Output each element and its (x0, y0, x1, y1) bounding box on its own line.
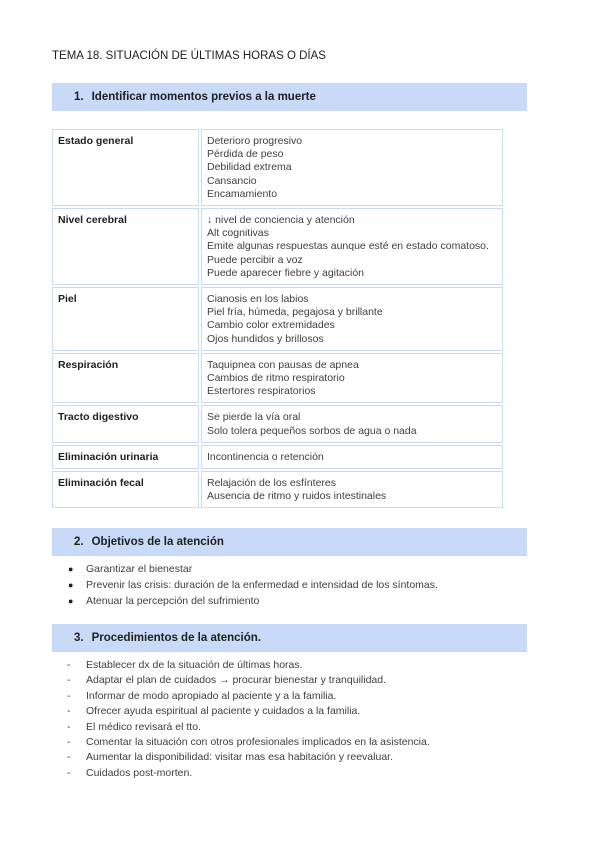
list-item (58, 750, 538, 765)
list-item-text: Comentar la situación con otros profesionales implicados en la asistencia. (86, 736, 430, 749)
list-item-text: El médico revisará el tto. (86, 720, 201, 733)
list-item-text: Establecer dx de la situación de últimas horas. (86, 659, 303, 671)
list-item-text: Cuidados post-morten. (86, 766, 193, 779)
description-cell (201, 471, 503, 508)
objectives-list (58, 561, 538, 609)
section-header-1 (52, 83, 527, 111)
description-line: Debilidad extrema (207, 161, 292, 174)
description-line: Cianosis en los labios (207, 293, 309, 306)
description-line: ↓ nivel de conciencia y atención (207, 214, 355, 227)
table-row (52, 405, 503, 442)
dash-marker: - (67, 674, 71, 687)
list-item-text: Atenuar la percepción del sufrimiento (86, 595, 260, 607)
list-item (58, 704, 538, 719)
description-line: Piel fría, húmeda, pegajosa y brillante (207, 306, 383, 319)
procedures-list (58, 658, 538, 781)
category-cell: Nivel cerebral (52, 208, 199, 285)
section-heading: Objetivos de la atención (91, 536, 224, 548)
category-cell: Estado general (52, 129, 199, 206)
list-item (58, 561, 538, 577)
description-cell (201, 405, 503, 442)
bullet-icon: ● (68, 580, 74, 590)
description-cell (201, 287, 503, 351)
dash-marker: - (67, 720, 71, 733)
description-line: Incontinencia o retención (207, 450, 324, 463)
list-item (58, 593, 538, 609)
list-item-text: Aumentar la disponibilidad: visitar mas esa habitación y reevaluar. (86, 751, 393, 764)
section-number: 3. (74, 632, 84, 644)
description-line: Se pierde la vía oral (207, 411, 301, 424)
list-item-text: Prevenir las crisis: duración de la enfermedad e intensidad de los síntomas. (86, 579, 438, 591)
description-line: Ausencia de ritmo y ruidos intestinales (207, 490, 387, 503)
section-heading: Identificar momentos previos a la muerte (91, 91, 316, 103)
description-line: Alt cognitivas (207, 227, 269, 240)
description-cell (201, 208, 503, 285)
table-row (52, 471, 503, 508)
description-cell (201, 129, 503, 206)
dash-marker: - (67, 766, 71, 779)
list-item (58, 766, 538, 781)
description-line: Cansancio (207, 174, 257, 187)
list-item-text: Adaptar el plan de cuidados → procurar bienestar y tranquilidad. (86, 674, 387, 687)
table-row (52, 445, 503, 469)
dash-marker: - (67, 736, 71, 749)
dash-marker: - (67, 659, 71, 671)
category-cell: Eliminación fecal (52, 471, 199, 508)
section-header-3 (52, 624, 527, 652)
list-item-text: Informar de modo apropiado al paciente y a la familia. (86, 689, 337, 702)
category-cell: Respiración (52, 353, 199, 404)
section-number: 1. (74, 91, 84, 103)
list-item (58, 577, 538, 593)
category-cell: Piel (52, 287, 199, 351)
description-line: Ojos hundidos y brillosos (207, 332, 324, 345)
description-cell (201, 353, 503, 404)
description-line: Deterioro progresivo (207, 135, 303, 147)
list-item (58, 689, 538, 704)
description-line: Cambio color extremidades (207, 319, 335, 332)
description-line: Taquipnea con pausas de apnea (207, 358, 359, 371)
description-line: Cambios de ritmo respiratorio (207, 372, 345, 385)
dash-marker: - (67, 751, 71, 764)
description-line: Encamamiento (207, 187, 278, 200)
table-row (52, 208, 503, 285)
table-row (52, 129, 503, 206)
section-number: 2. (74, 536, 84, 548)
dash-marker: - (67, 705, 71, 718)
bullet-icon: ● (68, 564, 74, 574)
page-title: TEMA 18. SITUACIÓN DE ÚLTIMAS HORAS O DÍAS (52, 50, 326, 62)
description-line: Emite algunas respuestas aunque esté en estado comatoso. (207, 240, 489, 253)
list-item (58, 720, 538, 735)
description-line: Pérdida de peso (207, 148, 284, 161)
description-line: Puede aparecer fiebre y agitación (207, 266, 365, 279)
description-line: Estertores respiratorios (207, 385, 316, 398)
category-cell: Eliminación urinaria (52, 445, 199, 469)
description-line: Solo tolera pequeños sorbos de agua o nada (207, 424, 417, 437)
category-cell: Tracto digestivo (52, 405, 199, 442)
symptoms-table (50, 127, 505, 510)
description-line: Puede percibir a voz (207, 253, 303, 266)
list-item (58, 673, 538, 688)
section-header-2 (52, 528, 527, 556)
list-item (58, 735, 538, 750)
list-item-text: Garantizar el bienestar (86, 563, 193, 575)
description-cell (201, 445, 503, 469)
list-item-text: Ofrecer ayuda espiritual al paciente y cuidados a la familia. (86, 705, 361, 718)
list-item (58, 658, 538, 673)
description-line: Relajación de los esfínteres (207, 477, 336, 490)
table-row (52, 353, 503, 404)
section-heading: Procedimientos de la atención. (91, 632, 261, 644)
dash-marker: - (67, 689, 71, 702)
table-row (52, 287, 503, 351)
bullet-icon: ● (68, 596, 74, 606)
